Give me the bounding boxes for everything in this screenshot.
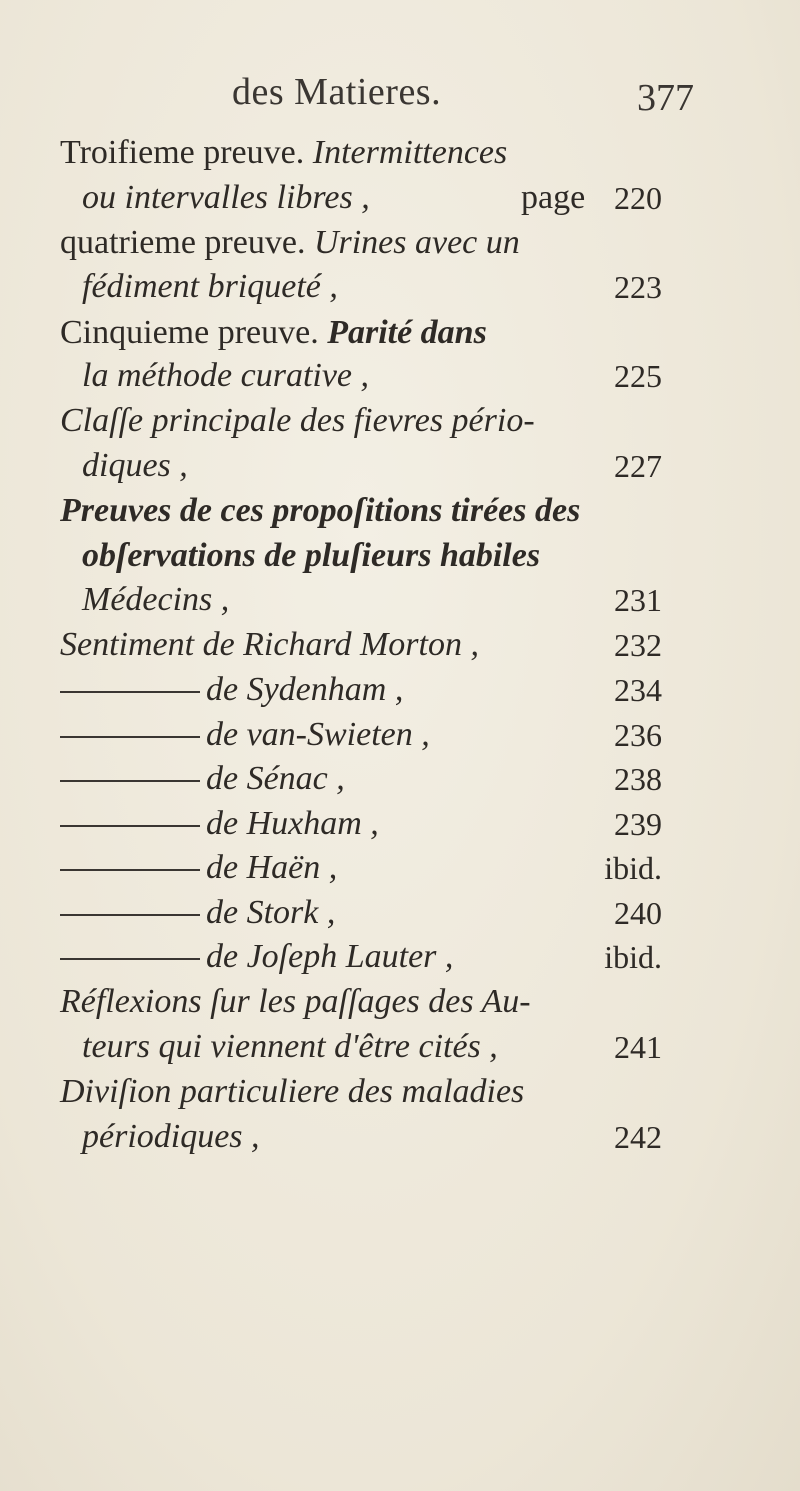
running-head: des Matieres.: [232, 71, 442, 113]
entry-page: 242: [614, 1119, 662, 1155]
index-entry: [0, 625, 800, 673]
entry-page: 223: [614, 269, 662, 305]
page-number: 377: [637, 77, 694, 119]
dash-rule: [60, 869, 200, 871]
entry-text-italic: la méthode curative ,: [82, 357, 370, 394]
entry-page: 234: [614, 672, 662, 708]
index-subentry: [0, 804, 800, 852]
index-entry-continuation: [0, 1117, 800, 1165]
index-entry-continuation: [0, 1027, 800, 1075]
index-subentry: [0, 759, 800, 807]
entry-text-italic: Médecins ,: [82, 581, 230, 618]
entry-page: ibid.: [604, 850, 662, 886]
index-entry: [0, 982, 800, 1030]
entry-page: 227: [614, 448, 662, 484]
dash-rule: [60, 691, 200, 693]
entry-text-italic: de Stork ,: [206, 894, 336, 931]
index-subentry: [0, 893, 800, 941]
dash-rule: [60, 780, 200, 782]
index-entry: [0, 401, 800, 449]
entry-text-italic: Diviſion particuliere des maladies: [60, 1073, 525, 1110]
entry-text-italic: teurs qui viennent d'être cités ,: [82, 1028, 498, 1065]
index-subentry: [0, 937, 800, 985]
entry-text-italic: ou intervalles libres ,: [82, 179, 370, 216]
entry-text-italic: de Sydenham ,: [206, 671, 404, 708]
index-entry: [0, 133, 800, 181]
index-subentry: [0, 715, 800, 763]
entry-page: ibid.: [604, 939, 662, 975]
entry-text-italic: diques ,: [82, 447, 188, 484]
page-header: [0, 70, 800, 130]
index-entry-continuation: [0, 178, 800, 226]
entry-text-italic: Claſſe principale des fievres pério-: [60, 402, 535, 439]
entry-text: Troifieme preuve.: [60, 134, 313, 171]
entry-text-italic: de van-Swieten ,: [206, 716, 430, 753]
index-entry-continuation: [0, 267, 800, 315]
entry-text-italic: Parité dans: [327, 314, 487, 351]
entry-text: quatrieme preuve.: [60, 224, 314, 261]
entry-page: 236: [614, 717, 662, 753]
entry-text-italic: Urines avec un: [313, 224, 520, 261]
entry-text-italic: de Joſeph Lauter ,: [206, 938, 454, 975]
dash-rule: [60, 736, 200, 738]
index-entry-continuation: [0, 536, 800, 584]
index-entry: [0, 223, 800, 271]
dash-rule: [60, 914, 200, 916]
index-subentry: [0, 848, 800, 896]
entry-page: 225: [614, 358, 662, 394]
index-entry: [0, 1072, 800, 1120]
entry-text-italic: de Huxham ,: [206, 805, 379, 842]
entry-text-italic: fédiment briqueté ,: [82, 268, 338, 305]
dash-rule: [60, 825, 200, 827]
dash-rule: [60, 958, 200, 960]
entry-text: Cinquieme preuve.: [60, 314, 328, 351]
entry-page: 239: [614, 806, 662, 842]
entry-page: 241: [614, 1029, 662, 1065]
entry-page: 231: [614, 582, 662, 618]
entry-text-italic: Preuves de ces propoſitions tirées des: [60, 492, 581, 529]
entry-page: 232: [614, 627, 662, 663]
entry-text-italic: obſervations de pluſieurs habiles: [82, 537, 541, 574]
entry-page: 238: [614, 761, 662, 797]
entry-text-italic: périodiques ,: [82, 1118, 260, 1155]
index-entry: [0, 313, 800, 361]
index-entry-continuation: [0, 446, 800, 494]
index-entry-continuation: [0, 580, 800, 628]
entry-text-italic: Sentiment de Richard Morton ,: [60, 626, 479, 663]
index-entry: [0, 491, 800, 539]
entry-page: 220: [614, 180, 662, 216]
entry-text-italic: de Sénac ,: [206, 760, 345, 797]
entry-text-italic: Intermittences: [312, 134, 508, 171]
entry-page: 240: [614, 895, 662, 931]
index-subentry: [0, 670, 800, 718]
entry-text-italic: Réflexions ſur les paſſages des Au-: [60, 983, 531, 1020]
index-entry-continuation: [0, 356, 800, 404]
page-word: page: [521, 179, 586, 216]
entry-text-italic: de Haën ,: [206, 849, 338, 886]
